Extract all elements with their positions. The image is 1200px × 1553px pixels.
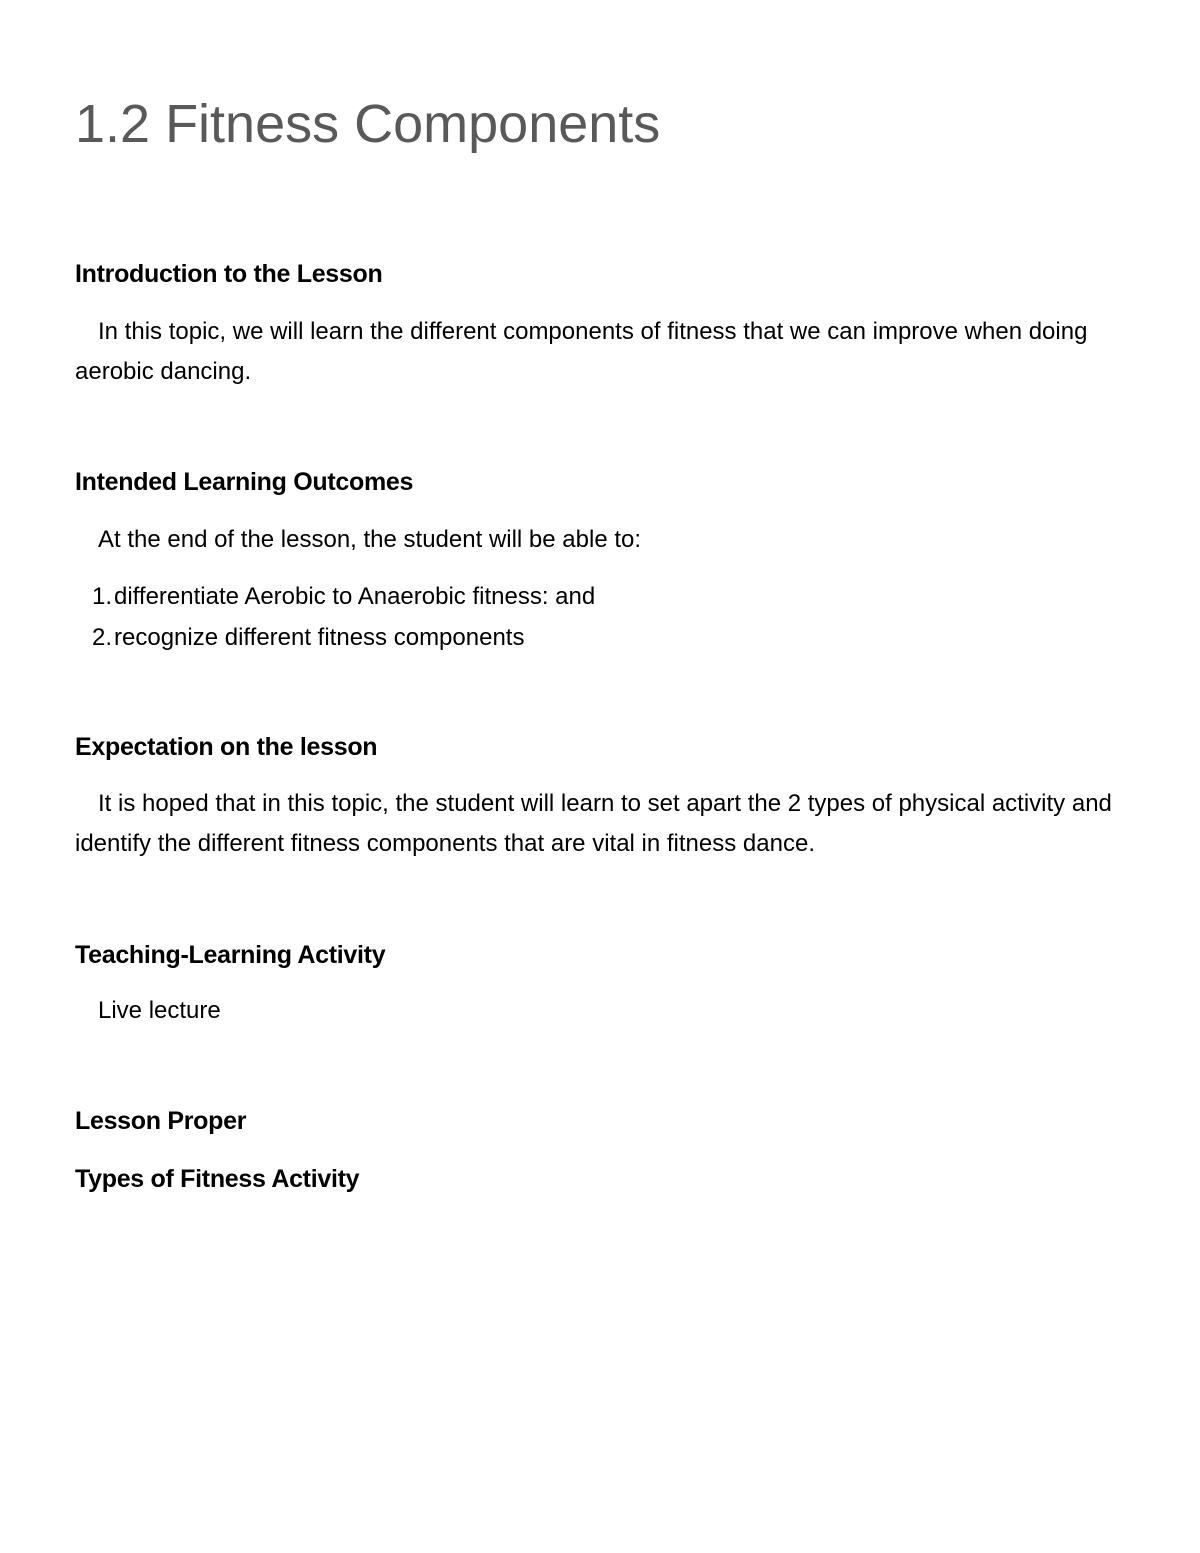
list-item-text: recognize different fitness components	[114, 624, 525, 651]
outcomes-list	[75, 576, 595, 658]
list-item	[75, 576, 595, 617]
page-title: 1.2 Fitness Components	[75, 94, 661, 154]
introduction-heading: Introduction to the Lesson	[75, 260, 383, 288]
list-item-text: differentiate Aerobic to Anaerobic fitness: and	[114, 583, 596, 610]
list-item-number: 2.	[91, 624, 112, 651]
list-item-number: 1.	[91, 583, 112, 610]
lesson-proper-heading: Lesson Proper	[75, 1107, 247, 1135]
types-of-fitness-heading: Types of Fitness Activity	[75, 1165, 360, 1193]
expectation-text: It is hoped that in this topic, the student will learn to set apart the 2 types of physical activity and identify the different fitness components that are vital in fitness dance.	[75, 790, 1112, 857]
outcomes-heading: Intended Learning Outcomes	[75, 468, 414, 496]
activity-text: Live lecture	[98, 997, 221, 1024]
introduction-text: In this topic, we will learn the different components of fitness that we can improve when doing aerobic dancing.	[75, 318, 1088, 385]
outcomes-text: At the end of the lesson, the student will be able to:	[98, 526, 642, 553]
activity-heading: Teaching-Learning Activity	[75, 941, 386, 969]
list-item	[75, 617, 595, 658]
expectation-heading: Expectation on the lesson	[75, 733, 378, 761]
